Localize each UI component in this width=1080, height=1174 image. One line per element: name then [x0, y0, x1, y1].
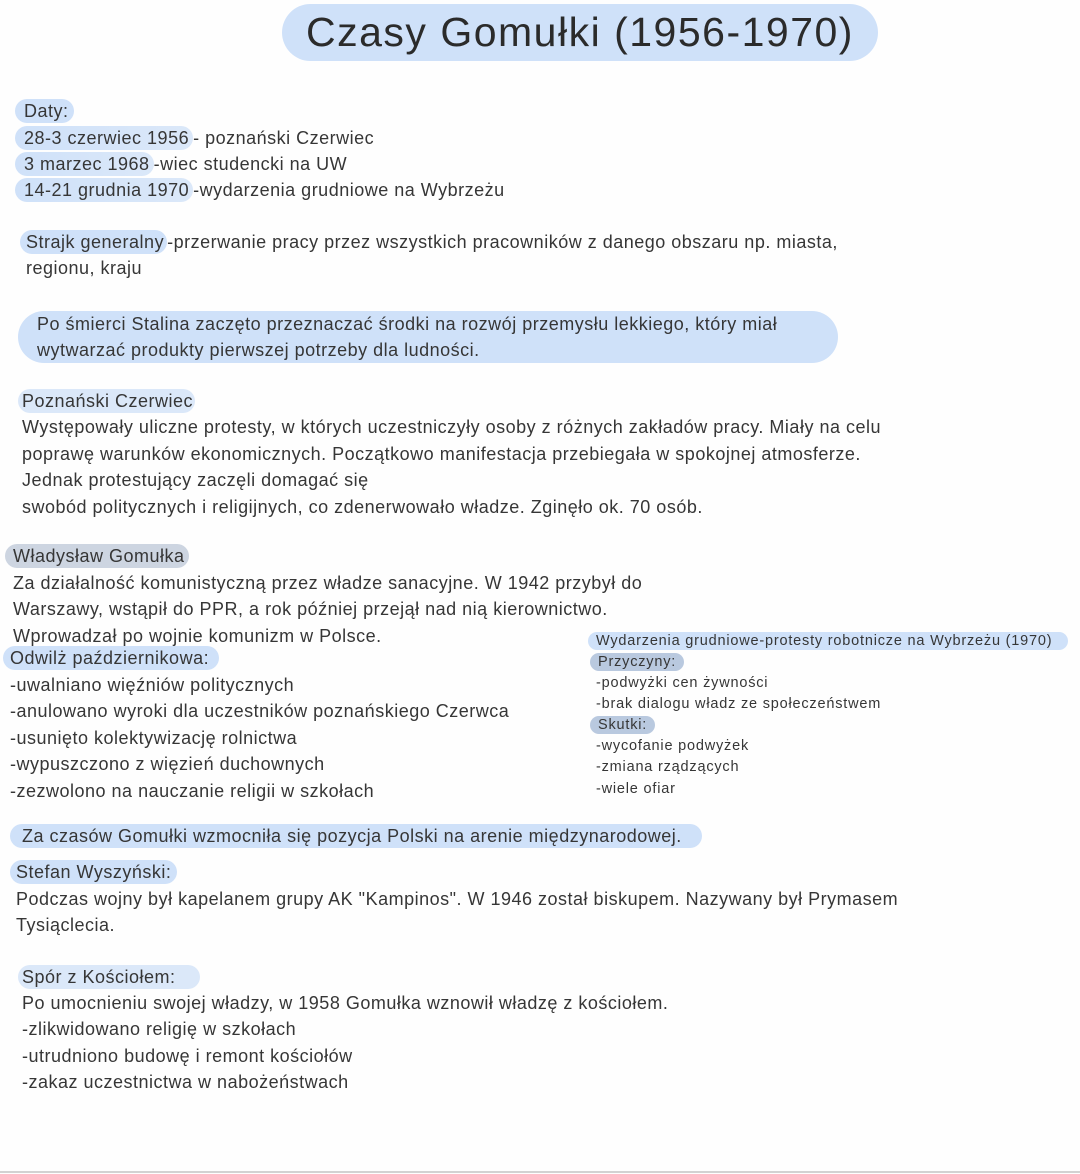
- dates-heading-row: [24, 98, 74, 124]
- stalin-note-line: wytwarzać produkty pierwszej potrzeby dla ludności.: [37, 340, 480, 360]
- october-thaw-heading: Odwilż październikowa:: [3, 646, 219, 670]
- wyszynski-heading-row: [16, 859, 177, 885]
- effect-item: -zmiana rządzących: [596, 759, 740, 775]
- church-conflict-line: Po umocnieniu swojej władzy, w 1958 Gomułka wznowił władzę z kościołem.: [22, 993, 669, 1013]
- gomulka-line: Za działalność komunistyczną przez władze sanacyjne. W 1942 przybył do: [13, 573, 643, 593]
- date-event: - poznański Czerwiec: [193, 128, 375, 148]
- effects-heading-row: [596, 715, 655, 736]
- october-thaw-item: -zezwolono na nauczanie religii w szkołach: [10, 781, 375, 801]
- church-conflict-line: -utrudniono budowę i remont kościołów: [22, 1046, 353, 1066]
- cause-item: -brak dialogu władz ze społeczeństwem: [596, 696, 882, 712]
- october-thaw-item: -anulowano wyroki dla uczestników poznańskiego Czerwca: [10, 701, 510, 721]
- date-label: 3 marzec 1968: [15, 152, 154, 176]
- october-thaw-item: -uwalniano więźniów politycznych: [10, 675, 295, 695]
- gomulka-line: Warszawy, wstąpił do PPR, a rok później przejął nad nią kierownictwo.: [13, 599, 608, 619]
- poznan-june-line: swobód politycznych i religijnych, co zdenerwowało władze. Zginęło ok. 70 osób.: [22, 497, 703, 517]
- date-row: [24, 177, 505, 203]
- december-events-heading-row: [596, 631, 1068, 652]
- general-strike-line: regionu, kraju: [26, 258, 143, 278]
- october-thaw-item: -wypuszczono z więzień duchownych: [10, 754, 325, 774]
- october-thaw-heading-row: [10, 645, 219, 671]
- date-row: [24, 151, 347, 177]
- october-thaw-item: -usunięto kolektywizację rolnictwa: [10, 728, 298, 748]
- wyszynski-line: Tysiąclecia.: [16, 915, 116, 935]
- december-events-heading: Wydarzenia grudniowe-protesty robotnicze na Wybrzeżu (1970): [588, 632, 1068, 650]
- effects-heading: Skutki:: [590, 716, 655, 734]
- effect-item: -wycofanie podwyżek: [596, 738, 750, 754]
- wyszynski-heading: Stefan Wyszyński:: [10, 860, 177, 884]
- church-conflict-line: -zlikwidowano religię w szkołach: [22, 1019, 297, 1039]
- general-strike-definition: -przerwanie pracy przez wszystkich pracowników z danego obszaru np. miasta,: [167, 232, 838, 252]
- poznan-june-line: Jednak protestujący zaczęli domagać się: [22, 470, 369, 490]
- gomulka-line: Wprowadzał po wojnie komunizm w Polsce.: [13, 626, 382, 646]
- stalin-note-line: Po śmierci Stalina zaczęto przeznaczać środki na rozwój przemysłu lekkiego, który miał: [37, 314, 778, 334]
- general-strike-term: Strajk generalny: [20, 230, 167, 254]
- date-label: 14-21 grudnia 1970: [15, 178, 193, 202]
- page-title: Czasy Gomułki (1956-1970): [282, 4, 878, 61]
- church-conflict-heading-row: [22, 964, 200, 990]
- stalin-note-box: [18, 311, 838, 363]
- dates-heading: Daty:: [15, 99, 74, 123]
- effect-item: -wiele ofiar: [596, 781, 676, 797]
- date-label: 28-3 czerwiec 1956: [15, 126, 193, 150]
- date-event: -wydarzenia grudniowe na Wybrzeżu: [193, 180, 505, 200]
- gomulka-heading: Władysław Gomułka: [5, 544, 189, 568]
- international-note: Za czasów Gomułki wzmocniła się pozycja Polski na arenie międzynarodowej.: [10, 824, 702, 848]
- poznan-june-heading-row: [22, 388, 195, 414]
- international-note-row: [22, 823, 702, 849]
- church-conflict-line: -zakaz uczestnictwa w nabożeństwach: [22, 1072, 349, 1092]
- church-conflict-heading: Spór z Kościołem:: [18, 965, 200, 989]
- gomulka-heading-row: [13, 543, 189, 569]
- page-bottom-divider: [0, 1171, 1080, 1173]
- poznan-june-line: poprawę warunków ekonomicznych. Początkowo manifestacja przebiegała w spokojnej atmosferze.: [22, 444, 861, 464]
- cause-item: -podwyżki cen żywności: [596, 675, 769, 691]
- date-row: [24, 125, 374, 151]
- causes-heading-row: [596, 652, 684, 673]
- date-event: -wiec studencki na UW: [153, 154, 348, 174]
- wyszynski-line: Podczas wojny był kapelanem grupy AK "Kampinos". W 1946 został biskupem. Nazywany był Prymasem: [16, 889, 899, 909]
- general-strike-line: [26, 229, 838, 255]
- poznan-june-line: Występowały uliczne protesty, w których uczestniczyły osoby z różnych zakładów pracy. Miały na celu: [22, 417, 881, 437]
- poznan-june-heading: Poznański Czerwiec: [18, 389, 195, 413]
- causes-heading: Przyczyny:: [590, 653, 684, 671]
